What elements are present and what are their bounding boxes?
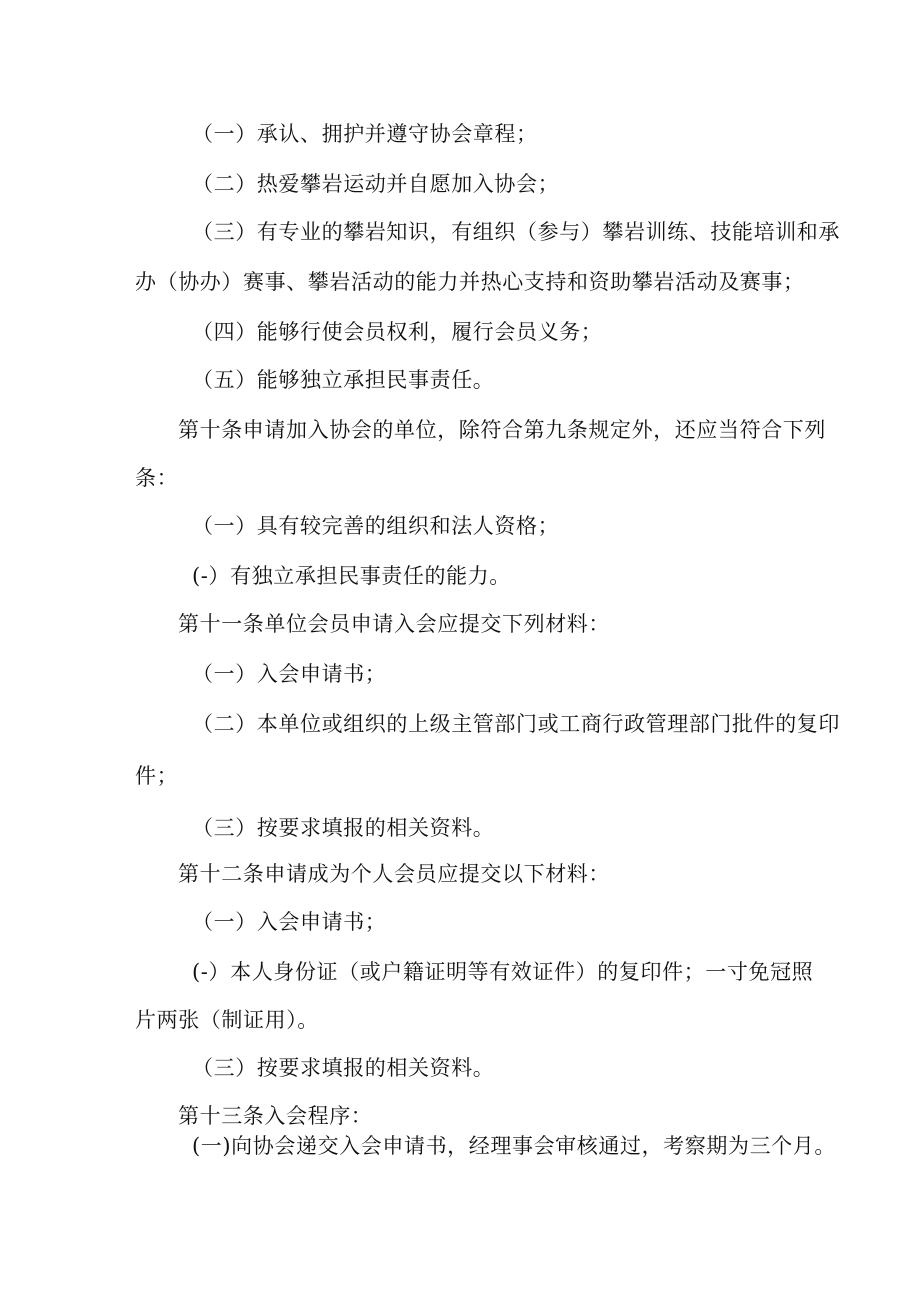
clause-line-continued: 片两张（制证用）。 <box>135 1008 319 1032</box>
clause-line: （一）入会申请书； <box>192 910 387 934</box>
clause-line: (一)向协会递交入会申请书，经理事会审核通过，考察期为三个月。 <box>192 1134 836 1158</box>
article-heading: 第十一条单位会员申请入会应提交下列材料： <box>178 612 610 636</box>
clause-line: （一）具有较完善的组织和法人资格； <box>192 514 560 538</box>
article-heading-continued: 条： <box>135 466 179 490</box>
clause-line: (-）本人身份证（或户籍证明等有效证件）的复印件；一寸免冠照 <box>192 960 814 984</box>
article-heading: 第十二条申请成为个人会员应提交以下材料： <box>178 862 610 886</box>
clause-line: (-）有独立承担民事责任的能力。 <box>192 564 511 588</box>
article-heading: 第十三条入会程序： <box>178 1104 373 1128</box>
clause-line: （三）有专业的攀岩知识，有组织（参与）攀岩训练、技能培训和承 <box>192 220 840 244</box>
clause-line: （二）热爱攀岩运动并自愿加入协会； <box>192 172 560 196</box>
clause-line-continued: 办（协办）赛事、攀岩活动的能力并热心支持和资助攀岩活动及赛事； <box>135 270 805 294</box>
clause-line-continued: 件； <box>135 764 179 788</box>
article-heading: 第十条申请加入协会的单位，除符合第九条规定外，还应当符合下列 <box>178 418 826 442</box>
clause-line: （二）本单位或组织的上级主管部门或工商行政管理部门批件的复印 <box>192 712 840 736</box>
clause-line: （四）能够行使会员权利，履行会员义务； <box>192 320 603 344</box>
clause-line: （三）按要求填报的相关资料。 <box>192 816 495 840</box>
clause-line: （三）按要求填报的相关资料。 <box>192 1056 495 1080</box>
clause-line: （一）承认、拥护并遵守协会章程； <box>192 122 538 146</box>
clause-line: （一）入会申请书； <box>192 662 387 686</box>
clause-line: （五）能够独立承担民事责任。 <box>192 368 495 392</box>
